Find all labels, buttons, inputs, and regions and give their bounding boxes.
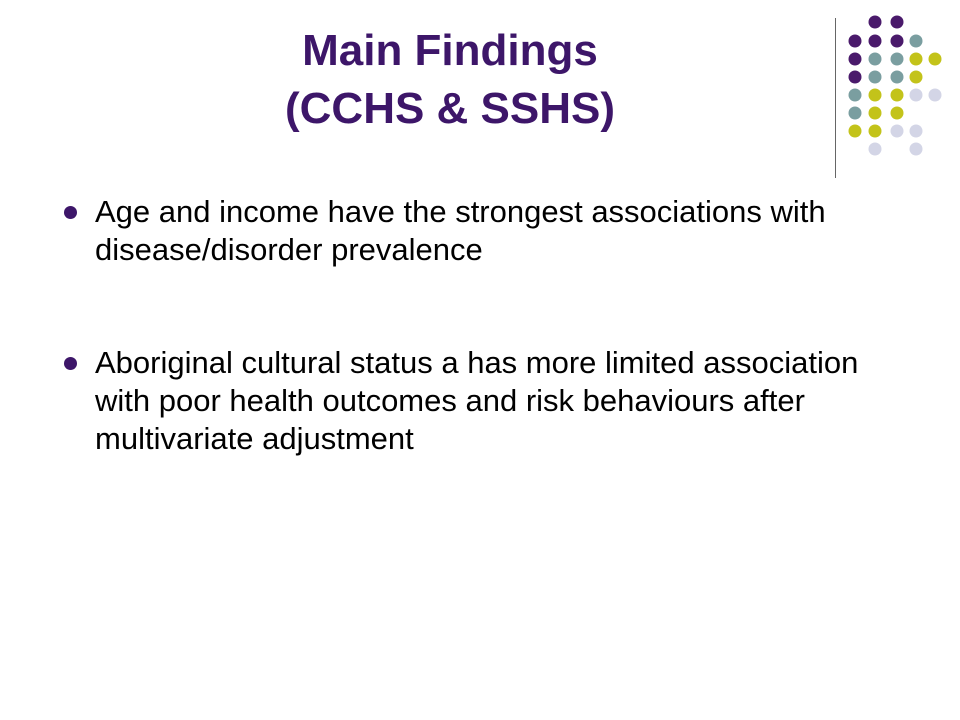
decor-dot (849, 125, 862, 138)
bullet-text: Aboriginal cultural status a has more limited association with poor health outcomes and risk behaviours after multivariate adjustment (95, 345, 859, 456)
title-line-2: (CCHS & SSHS) (284, 84, 616, 133)
decor-dot (891, 35, 904, 48)
decor-dot (891, 107, 904, 120)
decor-dot (849, 107, 862, 120)
bullet-list (63, 193, 903, 458)
title-line-1: Main Findings (302, 26, 598, 75)
bullet-dot-icon (64, 357, 77, 370)
decor-dot (869, 89, 882, 102)
bullet-text: Age and income have the strongest associations with disease/disorder prevalence (95, 194, 826, 267)
decorative-dot-grid (0, 0, 960, 200)
decor-dot (869, 53, 882, 66)
bullet-item (63, 344, 903, 458)
decor-dot (910, 143, 923, 156)
decor-dot (910, 53, 923, 66)
bullet-item (63, 193, 903, 269)
decor-dot (869, 143, 882, 156)
decor-dot (910, 35, 923, 48)
decor-dot (891, 71, 904, 84)
decor-dot (849, 53, 862, 66)
bullet-dot-icon (64, 206, 77, 219)
decor-dot (869, 125, 882, 138)
decor-dot (929, 89, 942, 102)
decor-dot (869, 16, 882, 29)
decor-dot (910, 125, 923, 138)
decor-dot (849, 71, 862, 84)
decor-dot (929, 53, 942, 66)
decor-dot (849, 89, 862, 102)
decor-dot (891, 16, 904, 29)
decor-dot (891, 53, 904, 66)
decor-dot (869, 71, 882, 84)
decor-dot (891, 125, 904, 138)
decor-dot (891, 89, 904, 102)
decor-dot (869, 35, 882, 48)
decor-dot (849, 35, 862, 48)
decor-dot (910, 71, 923, 84)
decor-dot (910, 89, 923, 102)
decor-dot (869, 107, 882, 120)
